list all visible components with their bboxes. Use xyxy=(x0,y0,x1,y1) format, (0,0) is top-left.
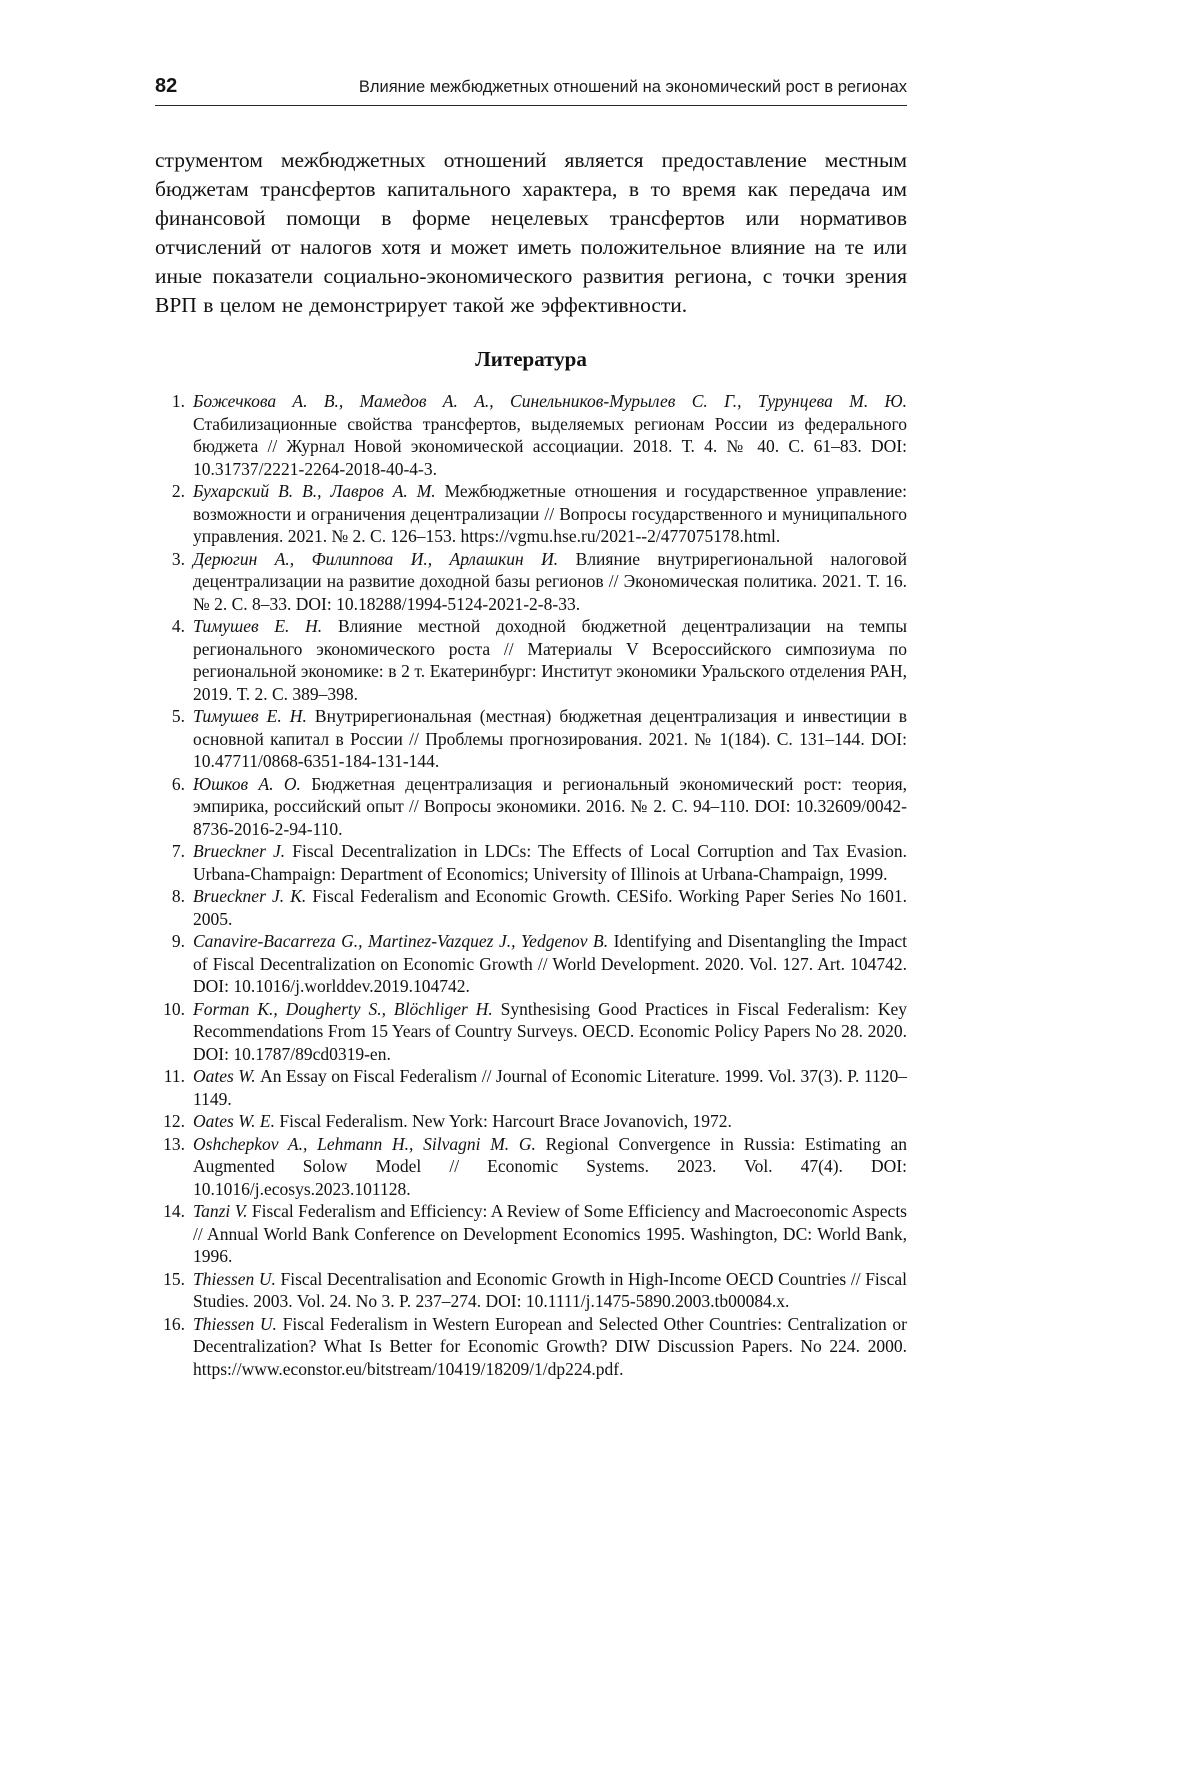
reference-number: 13. xyxy=(163,1133,185,1154)
reference-authors: Oates W. xyxy=(193,1066,261,1086)
page-body xyxy=(155,146,907,1380)
reference-item xyxy=(155,1065,907,1110)
reference-authors: Дерюгин А., Филиппова И., Арлашкин И. xyxy=(193,548,576,569)
reference-entry: Тимушев Е. Н. Внутрирегиональная (местная) бюджетная децентрализация и инвестиции в основной капитал в России // Проблемы прогнозирования. 2021. № 1(184). С. 131–144. DOI: 10.47711/0868-6351-184-131-144. xyxy=(193,706,907,771)
reference-item xyxy=(155,705,907,773)
reference-item xyxy=(155,930,907,998)
reference-number: 9. xyxy=(171,931,185,951)
reference-authors: Oates W. E. xyxy=(193,1111,280,1131)
reference-authors: Thiessen U. xyxy=(193,1268,281,1289)
page-content xyxy=(155,76,907,1380)
reference-entry: Oshchepkov A., Lehmann H., Silvagni M. G. Regional Convergence in Russia: Estimating an Augmented Solow Model // Economic Systems. 2023. Vol. 47(4). DOI: 10.1016/j.ecosys.2023.101128. xyxy=(193,1133,907,1199)
reference-authors: Oshchepkov A., Lehmann H., Silvagni M. G. xyxy=(193,1133,546,1154)
reference-item xyxy=(155,1268,907,1313)
reference-number: 2. xyxy=(171,481,185,501)
reference-number: 8. xyxy=(171,886,185,906)
reference-item xyxy=(155,1313,907,1381)
reference-number: 14. xyxy=(163,1201,185,1221)
reference-number: 12. xyxy=(163,1111,185,1131)
reference-number: 5. xyxy=(171,706,185,726)
reference-authors: Бухарский В. В., Лавров А. М. xyxy=(193,481,445,501)
reference-entry: Юшков А. О. Бюджетная децентрализация и региональный экономический рост: теория, эмпирика, российский опыт // Вопросы экономики. 2016. № 2. С. 94–110. DOI: 10.32609/0042-8736-2016-2-94-110. xyxy=(193,773,907,839)
reference-entry: Thiessen U. Fiscal Decentralisation and Economic Growth in High-Income OECD Countries // Fiscal Studies. 2003. Vol. 24. No 3. P. 237–274. DOI: 10.1111/j.1475-5890.2003.tb00084.x. xyxy=(193,1268,907,1311)
reference-entry: Brueckner J. K. Fiscal Federalism and Economic Growth. CESifo. Working Paper Series No 1601. 2005. xyxy=(193,886,907,929)
reference-entry: Бухарский В. В., Лавров А. М. Межбюджетные отношения и государственное управление: возможности и ограничения децентрализации // Вопросы государственного и муниципального управления. 2021. № 2. С. 126–153. https://vgmu.hse.ru/2021--2/477075178.html. xyxy=(193,481,907,546)
reference-item xyxy=(155,480,907,548)
reference-authors: Thiessen U. xyxy=(193,1313,283,1334)
reference-number: 7. xyxy=(171,841,185,861)
reference-number: 11. xyxy=(163,1066,185,1086)
reference-entry: Божечкова А. В., Мамедов А. А., Синельников-Мурылев С. Г., Турунцева М. Ю. Стабилизационные свойства трансфертов, выделяемых регионам России из федерального бюджета // Журнал Новой экономической ассоциации. 2018. Т. 4. № 40. С. 61–83. DOI: 10.31737/2221-2264-2018-40-4-3. xyxy=(193,391,907,479)
reference-item xyxy=(155,1200,907,1268)
reference-authors: Тимушев Е. Н. xyxy=(193,706,315,726)
reference-item xyxy=(155,885,907,930)
reference-item xyxy=(155,1110,907,1133)
body-paragraph: струментом межбюджетных отношений является предоставление местным бюджетам трансфертов капитального характера, в то время как передача им финансовой помощи в форме нецелевых трансфертов или нормативов отчислений от налогов хотя и может иметь положительное влияние на те или иные показатели социально-экономического развития региона, с точки зрения ВРП в целом не демонстрирует такой же эффективности. xyxy=(155,148,907,317)
reference-entry: Brueckner J. Fiscal Decentralization in LDCs: The Effects of Local Corruption and Tax Evasion. Urbana-Champaign: Department of Economics; University of Illinois at Urbana-Champaign, 1999. xyxy=(193,841,907,884)
page-number: 82 xyxy=(155,75,178,97)
reference-entry: Thiessen U. Fiscal Federalism in Western European and Selected Other Countries: Centralization or Decentralization? What Is Better for Economic Growth? DIW Discussion Papers. No 224. 2000. https://www.econstor.eu/bitstream/10419/18209/1/dp224.pdf. xyxy=(193,1313,908,1379)
reference-authors: Brueckner J. K. xyxy=(193,886,313,906)
reference-item xyxy=(155,840,907,885)
reference-number: 4. xyxy=(171,616,185,636)
reference-item xyxy=(155,773,907,841)
reference-authors: Тимушев Е. Н. xyxy=(193,616,338,636)
reference-entry: Canavire-Bacarreza G., Martinez-Vazquez J., Yedgenov B. Identifying and Disentangling the Impact of Fiscal Decentralization on Economic Growth // World Development. 2020. Vol. 127. Art. 104742. DOI: 10.1016/j.worlddev.2019.104742. xyxy=(193,931,907,996)
running-title: Влияние межбюджетных отношений на экономический рост в регионах xyxy=(358,78,907,96)
reference-item xyxy=(155,1133,907,1201)
reference-number: 15. xyxy=(163,1268,185,1289)
reference-authors: Brueckner J. xyxy=(193,841,293,861)
reference-item xyxy=(155,548,907,616)
reference-entry: Тимушев Е. Н. Влияние местной доходной бюджетной децентрализации на темпы регионального экономического роста // Материалы V Всероссийского симпозиума по региональной экономике: в 2 т. Екатеринбург: Институт экономики Уральского отделения РАН, 2019. Т. 2. С. 389–398. xyxy=(193,616,907,704)
page-header xyxy=(155,76,907,106)
reference-item xyxy=(155,615,907,705)
reference-number: 1. xyxy=(171,391,185,411)
reference-item xyxy=(155,390,907,480)
reference-authors: Canavire-Bacarreza G., Martinez-Vazquez J., Yedgenov B. xyxy=(193,931,614,951)
reference-number: 3. xyxy=(171,548,185,569)
reference-authors: Юшков А. О. xyxy=(193,773,312,794)
reference-number: 6. xyxy=(171,773,185,794)
reference-number: 10. xyxy=(163,998,185,1019)
reference-entry: Дерюгин А., Филиппова И., Арлашкин И. Влияние внутрирегиональной налоговой децентрализации на развитие доходной базы регионов // Экономическая политика. 2021. Т. 16. № 2. С. 8–33. DOI: 10.18288/1994-5124-2021-2-8-33. xyxy=(193,548,908,614)
reference-entry: Tanzi V. Fiscal Federalism and Efficiency: A Review of Some Efficiency and Macroeconomic Aspects // Annual World Bank Conference on Development Economics 1995. Washington, DC: World Bank, 1996. xyxy=(193,1201,907,1266)
reference-number: 16. xyxy=(163,1313,185,1334)
reference-authors: Божечкова А. В., Мамедов А. А., Синельников-Мурылев С. Г., Турунцева М. Ю. xyxy=(193,391,907,411)
reference-authors: Tanzi V. xyxy=(193,1201,252,1221)
reference-item xyxy=(155,998,907,1066)
references-heading: Литература xyxy=(475,347,587,371)
reference-entry: Oates W. An Essay on Fiscal Federalism // Journal of Economic Literature. 1999. Vol. 37(3). P. 1120–1149. xyxy=(193,1066,907,1109)
reference-entry: Forman K., Dougherty S., Blöchliger H. Synthesising Good Practices in Fiscal Federalism: Key Recommendations From 15 Years of Country Surveys. OECD. Economic Policy Papers No 28. 2020. DOI: 10.1787/89cd0319-en. xyxy=(193,998,907,1064)
reference-authors: Forman K., Dougherty S., Blöchliger H. xyxy=(193,998,501,1019)
references-list xyxy=(155,390,907,1380)
reference-entry: Oates W. E. Fiscal Federalism. New York: Harcourt Brace Jovanovich, 1972. xyxy=(193,1111,732,1131)
